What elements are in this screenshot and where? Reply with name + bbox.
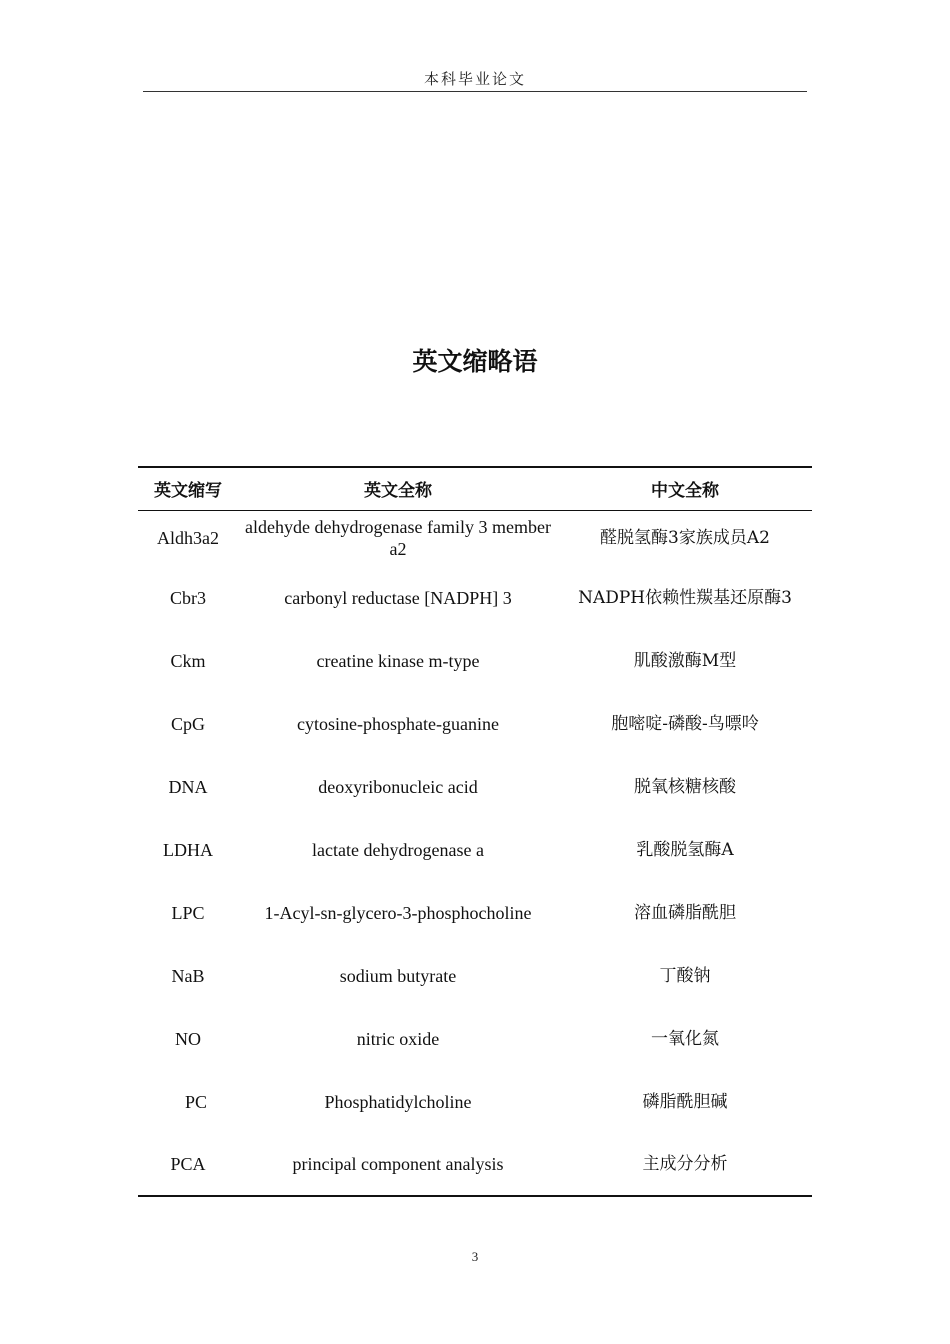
- table-row: [138, 1070, 812, 1133]
- abbreviation-cell: CpG: [170, 713, 205, 734]
- table-row: [138, 1133, 812, 1196]
- chinese-name-cell: 肌酸激酶M型: [633, 650, 737, 671]
- page-number: 3: [471, 1249, 479, 1264]
- abbreviation-cell: NO: [175, 1028, 201, 1049]
- english-name-cell: nitric oxide: [356, 1028, 440, 1049]
- table-row: [138, 510, 812, 566]
- abbreviation-cell: NaB: [171, 965, 205, 986]
- english-name-cell: carbonyl reductase [NADPH] 3: [284, 587, 512, 608]
- abbreviation-table: [138, 466, 812, 1197]
- chinese-name-cell: 乳酸脱氢酶A: [636, 839, 734, 860]
- page-header: 本科毕业论文: [423, 70, 526, 88]
- english-name-cell: sodium butyrate: [339, 965, 457, 986]
- english-name-cell: Phosphatidylcholine: [324, 1091, 472, 1112]
- chinese-name-cell: 丁酸钠: [659, 965, 711, 986]
- english-name-cell: aldehyde dehydrogenase family 3 member a2: [245, 517, 551, 560]
- chinese-name-cell: 脱氧核糖核酸: [634, 776, 736, 797]
- table-row: [138, 818, 812, 881]
- table-row: [138, 566, 812, 629]
- header-rule: [143, 91, 807, 92]
- table-row: [138, 629, 812, 692]
- english-name-cell: 1-Acyl-sn-glycero-3-phosphocholine: [264, 902, 532, 923]
- chinese-name-cell: 醛脱氢酶3家族成员A2: [600, 528, 770, 549]
- chinese-name-cell: 磷脂酰胆碱: [642, 1091, 728, 1112]
- table-row: [138, 881, 812, 944]
- page-title: 英文缩略语: [412, 347, 538, 376]
- abbreviation-cell: LDHA: [163, 839, 213, 860]
- abbreviation-cell: Aldh3a2: [157, 528, 219, 549]
- table-row: [138, 755, 812, 818]
- abbreviation-cell: LPC: [171, 902, 205, 923]
- english-name-cell: lactate dehydrogenase a: [312, 839, 484, 860]
- chinese-name-cell: 主成分分析: [558, 1133, 812, 1196]
- abbreviation-cell: Ckm: [170, 650, 206, 671]
- abbreviation-cell: PCA: [138, 1133, 238, 1196]
- chinese-name-cell: NADPH依赖性羰基还原酶3: [578, 587, 792, 608]
- chinese-name-cell: 胞嘧啶-磷酸-鸟嘌呤: [611, 713, 759, 734]
- english-name-cell: principal component analysis: [238, 1133, 558, 1196]
- column-header-chinese-name: 中文全称: [558, 467, 812, 510]
- abbreviation-cell: PC: [184, 1091, 208, 1112]
- column-header-english-name: 英文全称: [238, 467, 558, 510]
- abbreviation-cell: Cbr3: [170, 587, 206, 608]
- chinese-name-cell: 一氧化氮: [651, 1028, 719, 1049]
- english-name-cell: deoxyribonucleic acid: [318, 776, 478, 797]
- english-name-cell: cytosine-phosphate-guanine: [297, 713, 499, 734]
- chinese-name-cell: 溶血磷脂酰胆: [634, 902, 736, 923]
- table-row: [138, 692, 812, 755]
- abbreviation-cell: DNA: [168, 776, 208, 797]
- english-name-cell: creatine kinase m-type: [316, 650, 480, 671]
- table-row: [138, 1007, 812, 1070]
- table-header-row: [138, 467, 812, 510]
- column-header-abbreviation: 英文缩写: [138, 467, 238, 510]
- table-row: [138, 944, 812, 1007]
